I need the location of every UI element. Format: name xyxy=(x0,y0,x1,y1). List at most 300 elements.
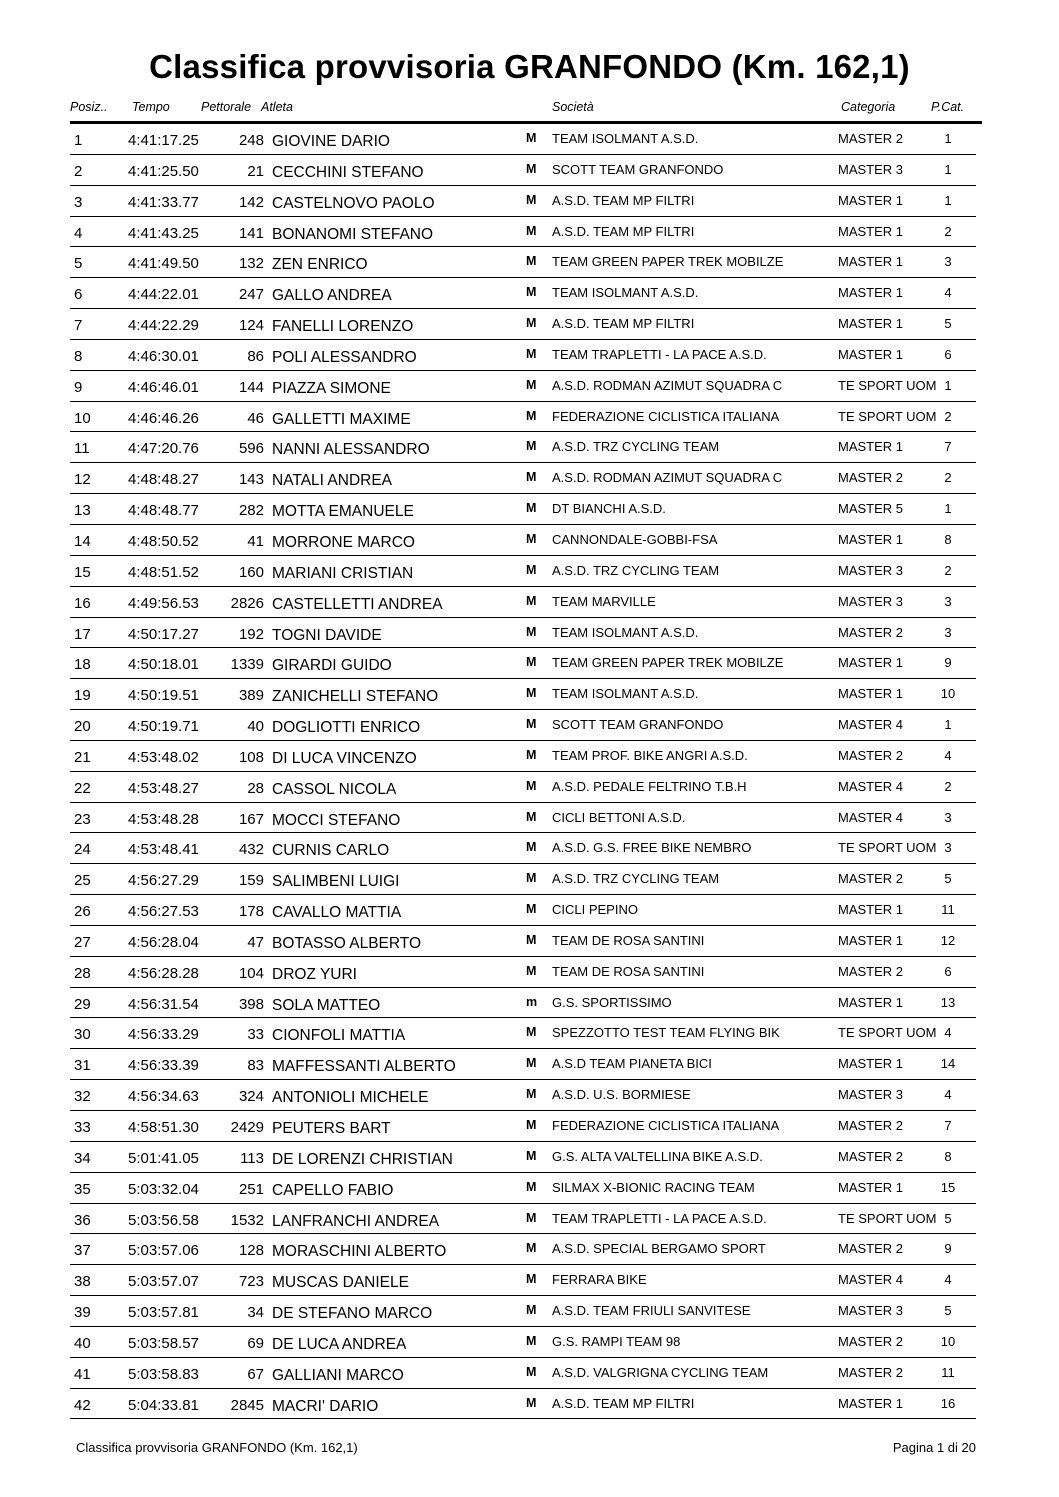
sex-cell: M xyxy=(526,192,537,207)
team-cell: TEAM DE ROSA SANTINI xyxy=(552,932,705,948)
team-cell: A.S.D. TEAM MP FILTRI xyxy=(552,192,695,208)
bib-number-cell: 46 xyxy=(247,409,264,427)
team-cell: G.S. ALTA VALTELLINA BIKE A.S.D. xyxy=(552,1148,763,1164)
position-cell: 36 xyxy=(74,1211,91,1229)
sex-cell: M xyxy=(526,963,537,978)
sex-cell: M xyxy=(526,1303,537,1318)
table-row xyxy=(70,803,976,834)
table-row xyxy=(70,432,976,463)
time-cell: 5:04:33.81 xyxy=(128,1396,199,1414)
bib-number-cell: 159 xyxy=(238,872,264,890)
position-cell: 26 xyxy=(74,903,91,921)
athlete-name-cell: CASSOL NICOLA xyxy=(272,780,397,798)
time-cell: 4:41:17.25 xyxy=(128,132,199,149)
position-cell: 2 xyxy=(74,162,83,180)
sex-cell: M xyxy=(526,1179,537,1194)
category-position-cell: 2 xyxy=(944,778,952,794)
sex-cell: M xyxy=(526,1025,537,1040)
team-cell: TEAM ISOLMANT A.S.D. xyxy=(552,285,699,301)
position-cell: 41 xyxy=(74,1365,91,1383)
team-cell: CANNONDALE-GOBBI-FSA xyxy=(552,531,718,547)
athlete-name-cell: GALLIANI MARCO xyxy=(272,1366,404,1384)
position-cell: 1 xyxy=(74,132,83,149)
page-number: Pagina 1 di 20 xyxy=(892,1440,976,1455)
category-cell: MASTER 2 xyxy=(838,871,904,887)
sex-cell: M xyxy=(526,1333,537,1348)
category-cell: MASTER 2 xyxy=(838,1148,904,1164)
time-cell: 4:56:27.29 xyxy=(128,872,199,890)
sex-cell: M xyxy=(526,871,537,886)
athlete-name-cell: BONANOMI STEFANO xyxy=(272,225,434,243)
category-position-cell: 8 xyxy=(944,531,952,547)
sex-cell: M xyxy=(526,1241,537,1256)
table-row xyxy=(70,618,976,649)
athlete-name-cell: SALIMBENI LUIGI xyxy=(272,873,400,891)
time-cell: 4:46:46.26 xyxy=(128,409,199,427)
bib-number-cell: 723 xyxy=(238,1273,264,1291)
position-cell: 8 xyxy=(74,347,83,365)
team-cell: TEAM TRAPLETTI - LA PACE A.S.D. xyxy=(552,346,767,362)
time-cell: 4:58:51.30 xyxy=(128,1119,199,1136)
team-cell: A.S.D. PEDALE FELTRINO T.B.H xyxy=(552,778,747,794)
table-row xyxy=(70,1018,976,1049)
table-row xyxy=(70,648,976,679)
bib-number-cell: 160 xyxy=(238,563,264,581)
category-cell: MASTER 1 xyxy=(838,316,904,332)
bib-number-cell: 132 xyxy=(238,255,264,273)
position-cell: 6 xyxy=(74,286,83,304)
position-cell: 19 xyxy=(74,687,91,705)
bib-number-cell: 108 xyxy=(238,748,264,766)
team-cell: TEAM GREEN PAPER TREK MOBILZE xyxy=(552,254,784,270)
athlete-name-cell: MORASCHINI ALBERTO xyxy=(272,1243,447,1261)
team-cell: TEAM DE ROSA SANTINI xyxy=(552,963,705,979)
athlete-name-cell: CASTELLETTI ANDREA xyxy=(272,595,443,613)
athlete-name-cell: FANELLI LORENZO xyxy=(272,318,414,336)
category-position-cell: 1 xyxy=(944,717,952,733)
team-cell: A.S.D. TEAM FRIULI SANVITESE xyxy=(552,1303,751,1319)
category-position-cell: 7 xyxy=(944,439,952,455)
athlete-name-cell: CAVALLO MATTIA xyxy=(272,904,402,922)
category-cell: MASTER 1 xyxy=(838,686,904,702)
category-position-cell: 9 xyxy=(944,655,952,671)
time-cell: 4:56:28.28 xyxy=(128,964,199,982)
position-cell: 15 xyxy=(74,563,91,581)
category-cell: MASTER 3 xyxy=(838,562,904,578)
bib-number-cell: 128 xyxy=(238,1242,264,1260)
team-cell: A.S.D. TEAM MP FILTRI xyxy=(552,223,695,239)
category-position-cell: 4 xyxy=(944,285,952,301)
category-cell: MASTER 1 xyxy=(838,655,904,671)
table-row xyxy=(70,1327,976,1358)
category-position-cell: 10 xyxy=(940,1333,956,1349)
table-row xyxy=(70,402,976,433)
time-cell: 4:41:25.50 xyxy=(128,162,199,180)
category-position-cell: 1 xyxy=(944,501,952,517)
athlete-name-cell: DE LUCA ANDREA xyxy=(272,1335,407,1353)
athlete-name-cell: SOLA MATTEO xyxy=(272,996,381,1014)
category-position-cell: 7 xyxy=(944,1118,952,1133)
table-row xyxy=(70,1358,976,1389)
team-cell: G.S. SPORTISSIMO xyxy=(552,994,672,1010)
table-row xyxy=(70,124,976,155)
sex-cell: M xyxy=(526,223,537,238)
sex-cell: m xyxy=(526,994,538,1009)
athlete-name-cell: DROZ YURI xyxy=(272,965,357,983)
sex-cell: M xyxy=(526,408,537,423)
position-cell: 23 xyxy=(74,810,91,828)
athlete-name-cell: NANNI ALESSANDRO xyxy=(272,441,430,459)
header-posiz: Posiz.. xyxy=(70,100,108,114)
sex-cell: M xyxy=(526,686,537,701)
bib-number-cell: 86 xyxy=(247,347,264,365)
position-cell: 28 xyxy=(74,964,91,982)
bib-number-cell: 251 xyxy=(238,1180,264,1198)
sex-cell: M xyxy=(526,1272,537,1287)
team-cell: SCOTT TEAM GRANFONDO xyxy=(552,161,724,177)
team-cell: TEAM TRAPLETTI - LA PACE A.S.D. xyxy=(552,1210,767,1226)
team-cell: A.S.D. TEAM MP FILTRI xyxy=(552,316,695,332)
athlete-name-cell: MARIANI CRISTIAN xyxy=(272,564,414,582)
sex-cell: M xyxy=(526,285,537,300)
bib-number-cell: 248 xyxy=(238,132,264,149)
bib-number-cell: 2429 xyxy=(230,1119,264,1136)
category-cell: MASTER 2 xyxy=(838,131,904,146)
table-row xyxy=(70,1296,976,1327)
sex-cell: M xyxy=(526,1148,537,1163)
athlete-name-cell: LANFRANCHI ANDREA xyxy=(272,1212,440,1230)
position-cell: 10 xyxy=(74,409,91,427)
athlete-name-cell: DOGLIOTTI ENRICO xyxy=(272,719,421,737)
table-row xyxy=(70,926,976,957)
category-position-cell: 4 xyxy=(944,1025,952,1041)
team-cell: G.S. RAMPI TEAM 98 xyxy=(552,1333,681,1349)
team-cell: A.S.D TEAM PIANETA BICI xyxy=(552,1056,712,1072)
athlete-name-cell: GALLO ANDREA xyxy=(272,287,392,305)
time-cell: 4:48:48.27 xyxy=(128,471,199,489)
category-position-cell: 2 xyxy=(944,470,952,486)
sex-cell: M xyxy=(526,593,537,608)
category-cell: MASTER 1 xyxy=(838,285,904,301)
athlete-name-cell: TOGNI DAVIDE xyxy=(272,626,382,644)
position-cell: 17 xyxy=(74,625,91,643)
team-cell: SCOTT TEAM GRANFONDO xyxy=(552,717,724,733)
table-row xyxy=(70,155,976,186)
bib-number-cell: 389 xyxy=(238,687,264,705)
position-cell: 35 xyxy=(74,1180,91,1198)
table-row xyxy=(70,556,976,587)
category-position-cell: 15 xyxy=(940,1179,956,1195)
category-position-cell: 10 xyxy=(940,686,956,702)
position-cell: 39 xyxy=(74,1304,91,1322)
sex-cell: M xyxy=(526,346,537,361)
team-cell: A.S.D. TRZ CYCLING TEAM xyxy=(552,871,720,887)
team-cell: A.S.D. U.S. BORMIESE xyxy=(552,1087,691,1103)
position-cell: 14 xyxy=(74,532,91,550)
category-position-cell: 1 xyxy=(944,131,952,146)
category-cell: MASTER 3 xyxy=(838,161,904,177)
table-row xyxy=(70,833,976,864)
athlete-name-cell: GALLETTI MAXIME xyxy=(272,410,411,428)
sex-cell: M xyxy=(526,1087,537,1102)
sex-cell: M xyxy=(526,439,537,454)
team-cell: A.S.D. G.S. FREE BIKE NEMBRO xyxy=(552,840,752,856)
category-position-cell: 11 xyxy=(941,1364,955,1380)
time-cell: 4:53:48.02 xyxy=(128,748,199,766)
table-row xyxy=(70,1204,976,1235)
team-cell: FEDERAZIONE CICLISTICA ITALIANA xyxy=(552,1118,780,1133)
position-cell: 13 xyxy=(74,502,91,520)
position-cell: 34 xyxy=(74,1149,91,1167)
sex-cell: M xyxy=(526,778,537,793)
bib-number-cell: 33 xyxy=(247,1026,264,1044)
bib-number-cell: 1339 xyxy=(230,656,264,674)
sex-cell: M xyxy=(526,316,537,331)
table-row xyxy=(70,679,976,710)
time-cell: 5:03:57.81 xyxy=(128,1304,199,1322)
position-cell: 38 xyxy=(74,1273,91,1291)
table-row xyxy=(70,741,976,772)
results-table xyxy=(70,124,982,1419)
time-cell: 5:03:58.83 xyxy=(128,1365,199,1383)
sex-cell: M xyxy=(526,1056,537,1071)
category-cell: MASTER 1 xyxy=(838,439,904,455)
time-cell: 4:56:27.53 xyxy=(128,903,199,921)
category-cell: MASTER 2 xyxy=(838,624,904,640)
position-cell: 40 xyxy=(74,1334,91,1352)
position-cell: 21 xyxy=(74,748,91,766)
time-cell: 4:56:33.39 xyxy=(128,1057,199,1075)
time-cell: 4:41:49.50 xyxy=(128,255,199,273)
table-row xyxy=(70,1080,976,1111)
category-cell: MASTER 3 xyxy=(838,1087,904,1103)
sex-cell: M xyxy=(526,470,537,485)
team-cell: TEAM PROF. BIKE ANGRI A.S.D. xyxy=(552,747,748,763)
position-cell: 31 xyxy=(74,1057,91,1075)
position-cell: 27 xyxy=(74,933,91,951)
table-row xyxy=(70,864,976,895)
bib-number-cell: 21 xyxy=(247,162,264,180)
header-pettorale: Pettorale xyxy=(201,100,252,114)
table-row xyxy=(70,1142,976,1173)
category-position-cell: 2 xyxy=(944,223,952,239)
sex-cell: M xyxy=(526,131,537,145)
category-cell: MASTER 2 xyxy=(838,470,904,486)
bib-number-cell: 398 xyxy=(238,995,264,1013)
category-position-cell: 16 xyxy=(940,1395,956,1411)
time-cell: 4:44:22.01 xyxy=(128,286,199,304)
category-position-cell: 5 xyxy=(944,871,952,887)
category-position-cell: 3 xyxy=(944,624,952,640)
category-position-cell: 2 xyxy=(944,408,952,424)
table-row xyxy=(70,1173,976,1204)
time-cell: 4:49:56.53 xyxy=(128,594,199,612)
table-row xyxy=(70,247,976,278)
team-cell: TEAM ISOLMANT A.S.D. xyxy=(552,624,699,640)
category-cell: MASTER 3 xyxy=(838,593,904,609)
table-row xyxy=(70,1049,976,1080)
time-cell: 4:56:34.63 xyxy=(128,1088,199,1106)
position-cell: 7 xyxy=(74,317,83,335)
category-cell: MASTER 5 xyxy=(838,501,904,517)
bib-number-cell: 596 xyxy=(238,440,264,458)
category-cell: MASTER 1 xyxy=(838,346,904,362)
athlete-name-cell: ANTONIOLI MICHELE xyxy=(272,1089,429,1107)
category-position-cell: 3 xyxy=(944,254,952,270)
category-cell: MASTER 2 xyxy=(838,1118,904,1133)
header-pcat: P.Cat. xyxy=(931,100,965,114)
time-cell: 5:03:56.58 xyxy=(128,1211,199,1229)
table-row xyxy=(70,463,976,494)
athlete-name-cell: DI LUCA VINCENZO xyxy=(272,749,417,767)
bib-number-cell: 2826 xyxy=(230,594,264,612)
category-cell: MASTER 1 xyxy=(838,932,904,948)
header-categoria: Categoria xyxy=(841,100,896,114)
category-position-cell: 2 xyxy=(944,562,952,578)
category-position-cell: 5 xyxy=(944,316,952,332)
bib-number-cell: 142 xyxy=(238,193,264,211)
team-cell: A.S.D. VALGRIGNA CYCLING TEAM xyxy=(552,1364,769,1380)
page-title: Classifica provvisoria GRANFONDO (Km. 162,1) xyxy=(149,48,910,85)
bib-number-cell: 69 xyxy=(247,1334,264,1352)
team-cell: TEAM ISOLMANT A.S.D. xyxy=(552,131,699,146)
position-cell: 29 xyxy=(74,995,91,1013)
category-cell: MASTER 1 xyxy=(838,1179,904,1195)
sex-cell: M xyxy=(526,840,537,855)
category-cell: MASTER 2 xyxy=(838,1241,904,1257)
team-cell: FEDERAZIONE CICLISTICA ITALIANA xyxy=(552,408,780,424)
category-cell: MASTER 4 xyxy=(838,809,904,825)
category-cell: TE SPORT UOM xyxy=(838,408,937,424)
athlete-name-cell: MUSCAS DANIELE xyxy=(272,1274,409,1292)
category-cell: MASTER 1 xyxy=(838,1056,904,1072)
category-position-cell: 1 xyxy=(944,161,952,177)
category-position-cell: 8 xyxy=(944,1148,952,1164)
athlete-name-cell: CECCHINI STEFANO xyxy=(272,163,424,181)
category-cell: MASTER 4 xyxy=(838,717,904,733)
athlete-name-cell: PEUTERS BART xyxy=(272,1120,391,1137)
time-cell: 4:56:33.29 xyxy=(128,1026,199,1044)
team-cell: A.S.D. TRZ CYCLING TEAM xyxy=(552,562,720,578)
sex-cell: M xyxy=(526,501,537,516)
sex-cell: M xyxy=(526,531,537,546)
time-cell: 4:41:43.25 xyxy=(128,224,199,242)
category-cell: MASTER 1 xyxy=(838,994,904,1010)
position-cell: 22 xyxy=(74,779,91,797)
bib-number-cell: 47 xyxy=(247,933,264,951)
sex-cell: M xyxy=(526,747,537,762)
sex-cell: M xyxy=(526,1118,537,1132)
category-cell: TE SPORT UOM xyxy=(838,840,937,856)
athlete-name-cell: GIRARDI GUIDO xyxy=(272,657,392,675)
time-cell: 5:01:41.05 xyxy=(128,1149,199,1167)
category-position-cell: 4 xyxy=(944,747,952,763)
sex-cell: M xyxy=(526,655,537,670)
table-row xyxy=(70,1389,976,1420)
athlete-name-cell: DE LORENZI CHRISTIAN xyxy=(272,1150,453,1168)
team-cell: A.S.D. RODMAN AZIMUT SQUADRA C xyxy=(552,470,783,486)
athlete-name-cell: DE STEFANO MARCO xyxy=(272,1305,433,1323)
bib-number-cell: 40 xyxy=(247,718,264,736)
sex-cell: M xyxy=(526,624,537,639)
category-position-cell: 3 xyxy=(944,840,952,856)
position-cell: 11 xyxy=(74,440,90,458)
category-position-cell: 11 xyxy=(941,902,955,918)
table-header xyxy=(70,98,982,118)
athlete-name-cell: ZEN ENRICO xyxy=(272,256,368,274)
bib-number-cell: 67 xyxy=(247,1365,264,1383)
position-cell: 24 xyxy=(74,841,91,859)
sex-cell: M xyxy=(526,809,537,824)
team-cell: TEAM MARVILLE xyxy=(552,593,656,609)
team-cell: SILMAX X-BIONIC RACING TEAM xyxy=(552,1179,755,1195)
bib-number-cell: 2845 xyxy=(230,1396,264,1414)
team-cell: CICLI PEPINO xyxy=(552,902,638,918)
time-cell: 5:03:58.57 xyxy=(128,1334,199,1352)
table-row xyxy=(70,494,976,525)
position-cell: 33 xyxy=(74,1119,91,1136)
table-row xyxy=(70,278,976,309)
time-cell: 4:50:17.27 xyxy=(128,625,199,643)
category-cell: MASTER 1 xyxy=(838,223,904,239)
category-cell: MASTER 1 xyxy=(838,1395,904,1411)
team-cell: A.S.D. TEAM MP FILTRI xyxy=(552,1395,695,1411)
sex-cell: M xyxy=(526,254,537,269)
position-cell: 12 xyxy=(74,471,91,489)
category-cell: MASTER 4 xyxy=(838,1272,904,1288)
category-cell: MASTER 1 xyxy=(838,254,904,270)
bib-number-cell: 282 xyxy=(238,502,264,520)
bib-number-cell: 144 xyxy=(238,378,264,396)
table-row xyxy=(70,525,976,556)
position-cell: 18 xyxy=(74,656,91,674)
sex-cell: M xyxy=(526,1210,537,1225)
category-position-cell: 9 xyxy=(944,1241,952,1257)
athlete-name-cell: GIOVINE DARIO xyxy=(272,133,390,150)
position-cell: 5 xyxy=(74,255,83,273)
team-cell: CICLI BETTONI A.S.D. xyxy=(552,809,686,825)
time-cell: 5:03:57.06 xyxy=(128,1242,199,1260)
sex-cell: M xyxy=(526,377,537,392)
sex-cell: M xyxy=(526,932,537,947)
athlete-name-cell: MOCCI STEFANO xyxy=(272,811,401,829)
position-cell: 25 xyxy=(74,872,91,890)
position-cell: 42 xyxy=(74,1396,91,1414)
position-cell: 9 xyxy=(74,378,83,396)
athlete-name-cell: ZANICHELLI STEFANO xyxy=(272,688,439,706)
bib-number-cell: 247 xyxy=(238,286,264,304)
time-cell: 4:53:48.28 xyxy=(128,810,199,828)
time-cell: 4:44:22.29 xyxy=(128,317,199,335)
position-cell: 30 xyxy=(74,1026,91,1044)
table-row xyxy=(70,1265,976,1296)
table-row xyxy=(70,957,976,988)
sex-cell: M xyxy=(526,161,537,176)
time-cell: 5:03:32.04 xyxy=(128,1180,199,1198)
time-cell: 4:46:46.01 xyxy=(128,378,199,396)
table-row xyxy=(70,1111,976,1142)
team-cell: FERRARA BIKE xyxy=(552,1272,647,1288)
category-position-cell: 5 xyxy=(944,1303,952,1319)
athlete-name-cell: MAFFESSANTI ALBERTO xyxy=(272,1058,456,1076)
category-position-cell: 3 xyxy=(944,593,952,609)
bib-number-cell: 104 xyxy=(238,964,264,982)
team-cell: A.S.D. RODMAN AZIMUT SQUADRA C xyxy=(552,377,783,393)
bib-number-cell: 34 xyxy=(247,1304,264,1322)
table-row xyxy=(70,895,976,926)
bib-number-cell: 28 xyxy=(247,779,264,797)
bib-number-cell: 41 xyxy=(247,532,264,550)
